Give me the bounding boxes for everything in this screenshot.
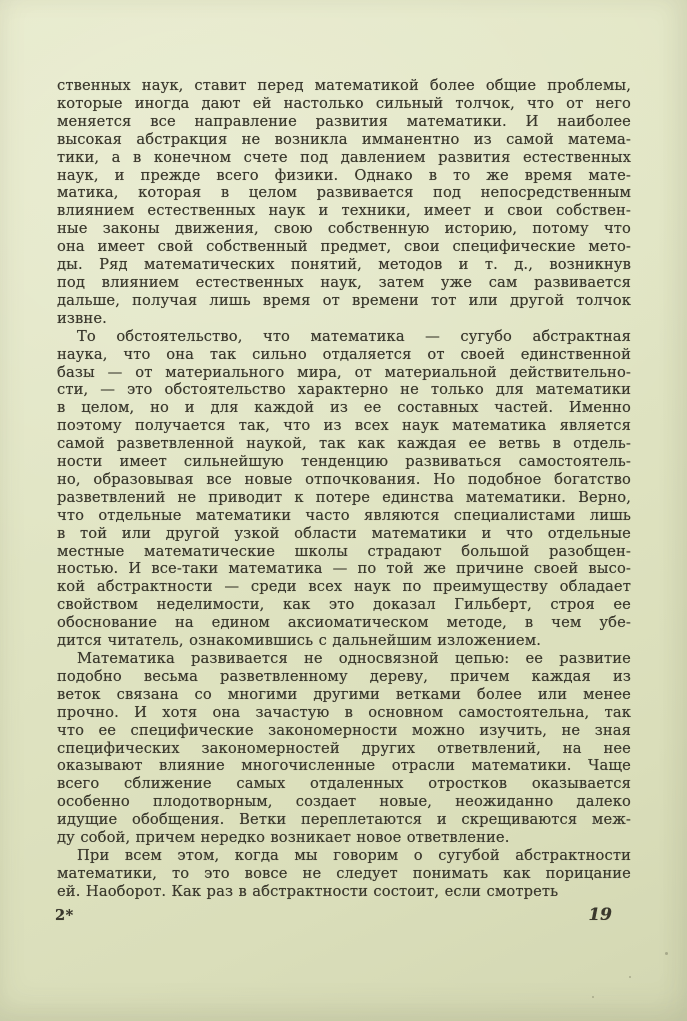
text-line: Математика развивается не односвязной цепью: ее развитие [77,650,631,667]
text-line: прочно. И хотя она зачастую в основном самостоятельна, так [57,703,631,721]
text-line: ные законы движения, свою собственную историю, потому что [57,220,631,238]
text-line: наук, и прежде всего физики. Однако в то же время мате- [57,166,631,184]
paragraph [57,328,631,650]
text-line: извне. [57,309,107,327]
text-line: что ее специфические закономерности можно изучить, не зная [57,721,631,739]
text-line: обоснование на едином аксиоматическом методе, в чем убе- [57,614,631,632]
text-line: специфических закономерностей других ответвлений, на нее [57,739,631,757]
paragraph [57,77,631,328]
text-line: То обстоятельство, что математика — сугубо абстрактная [77,327,631,345]
text-line: самой разветвленной наукой, так как каждая ее ветвь в отдель- [57,435,631,453]
text-line: ей. Наоборот. Как раз в абстрактности состоит, если смотреть [57,882,559,900]
text-line: под влиянием естественных наук, затем уже сам развивается [57,273,631,291]
text-block [57,77,631,901]
text-line: высокая абстракция не возникла имманентно из самой матема- [57,130,631,148]
signature-mark: 2* [55,907,74,924]
text-line: При всем этом, когда мы говорим о сугубой абстрактности [77,846,631,864]
paragraph [57,650,631,847]
text-line: но, образовывая все новые отпочкования. Но подобное богатство [57,470,631,488]
page-footer [55,905,612,925]
paper-speck [665,952,668,955]
text-line: сти, — это обстоятельство характерно не только для математики [57,381,631,399]
text-line: дится читатель, ознакомившись с дальнейшим изложением. [57,632,542,650]
paper-speck [592,996,594,998]
text-line: ности имеет сильнейшую тенденцию развиваться самостоятель- [57,453,631,471]
text-line: поэтому получается так, что из всех наук математика является [57,417,631,435]
text-line: которые иногда дают ей настолько сильный толчок, что от него [57,94,631,112]
paragraph [57,847,631,901]
text-line: что отдельные математики часто являются специалистами лишь [57,506,631,524]
text-line: свойством неделимости, как это доказал Гильберт, строя ее [57,596,631,614]
text-line: всего сближение самых отдаленных отростков оказывается [57,775,631,793]
text-line: математики, то это вовсе не следует понимать как порицание [57,864,631,882]
text-line: тики, а в конечном счете под давлением развития естественных [57,148,631,166]
text-line: в целом, но и для каждой из ее составных частей. Именно [57,399,631,417]
text-line: разветвлений не приводит к потере единства математики. Верно, [57,488,631,506]
text-line: ностью. И все-таки математика — по той же причине своей высо- [57,560,631,578]
paper-speck [629,976,631,978]
text-line: в той или другой узкой области математики и что отдельные [57,524,631,542]
text-line: влиянием естественных наук и техники, имеет и свои собствен- [57,202,631,220]
text-line: местные математические школы страдают большой разобщен- [57,542,631,560]
text-line: дальше, получая лишь время от времени тот или другой толчок [57,291,631,309]
text-line: подобно весьма разветвленному дереву, причем каждая из [57,667,631,685]
text-line: ды. Ряд математических понятий, методов и т. д., возникнув [57,256,631,274]
text-line: базы — от материального мира, от материальной действительно- [57,363,631,381]
text-line: она имеет свой собственный предмет, свои специфические мето- [57,238,631,256]
text-line: особенно плодотворным, создает новые, неожиданно далеко [57,793,631,811]
text-line: идущие обобщения. Ветки переплетаются и скрещиваются меж- [57,811,631,829]
text-line: кой абстрактности — среди всех наук по преимуществу обладает [57,578,631,596]
text-line: меняется все направление развития математики. И наиболее [57,112,631,130]
text-line: матика, которая в целом развивается под непосредственным [57,184,631,202]
text-line: оказывают влияние многочисленные отрасли математики. Чаще [57,757,631,775]
text-line: ственных наук, ставит перед математикой более общие проблемы, [57,77,631,94]
text-line: ду собой, причем нередко возникает новое ответвление. [57,829,510,847]
text-line: наука, что она так сильно отдаляется от своей единственной [57,345,631,363]
page-number: 19 [588,905,612,925]
text-line: веток связана со многими другими ветками более или менее [57,685,631,703]
